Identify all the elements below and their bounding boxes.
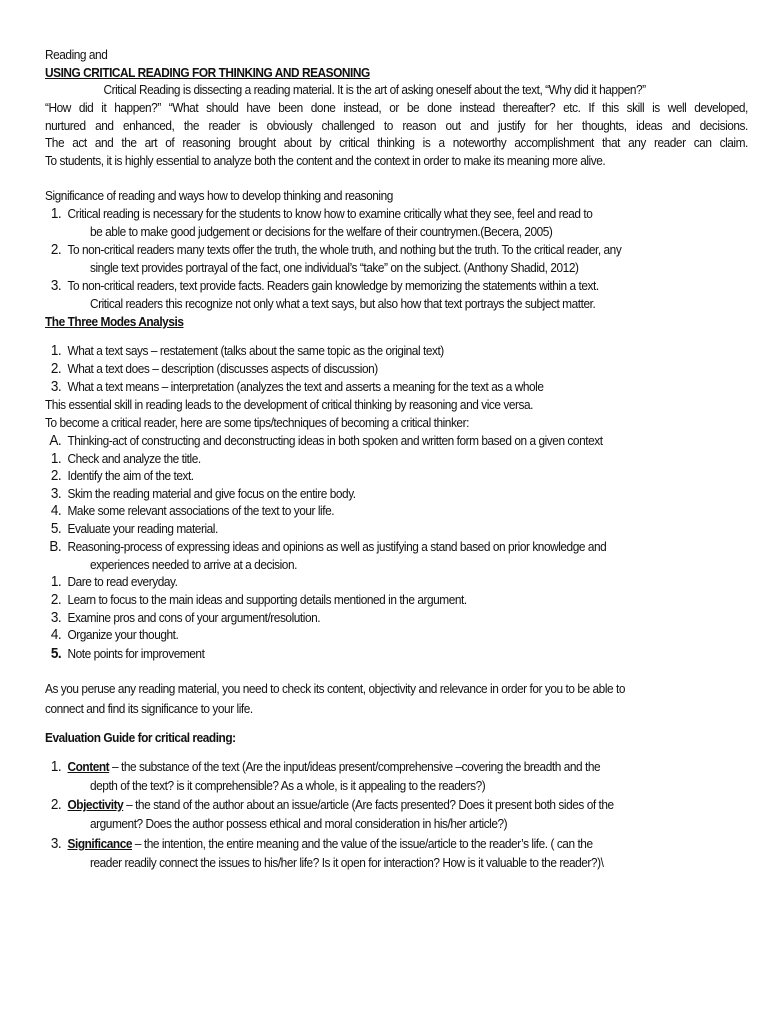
list-text: What a text says – restatement (talks about the same topic as the original text) [67, 343, 444, 358]
list-number: 2. [50, 796, 62, 813]
list-item [45, 342, 444, 360]
term-significance: Significance [67, 836, 133, 851]
list-number: 4. [50, 626, 62, 643]
evaluation-heading: Evaluation Guide for critical reading: [45, 730, 236, 745]
list-number: 5. [50, 645, 62, 662]
list-number: 3. [50, 609, 62, 626]
list-number: 2. [50, 241, 62, 258]
list-item [45, 609, 320, 627]
list-item [45, 645, 204, 663]
list-item [45, 591, 467, 609]
intro-line: The act and the art of reasoning brought about by critical thinking is a noteworthy accomplishment that any reader can claim. [45, 135, 748, 150]
list-item [45, 467, 194, 485]
document-title: USING CRITICAL READING FOR THINKING AND REASONING [45, 65, 370, 80]
list-number: 1. [50, 450, 62, 467]
significance-heading: Significance of reading and ways how to develop thinking and reasoning [45, 188, 393, 203]
list-text: – the stand of the author about an issue/article (Are facts presented? Does it present both sides of the [123, 797, 614, 812]
term-content: Content [67, 759, 110, 774]
list-text: – the intention, the entire meaning and the value of the issue/article to the reader’s life. ( can the [132, 836, 593, 851]
peruse-line: As you peruse any reading material, you need to check its content, objectivity and relevance in order for you to be able to [45, 681, 626, 696]
list-item [45, 573, 177, 591]
list-number: 4. [50, 502, 62, 519]
tips-intro: To become a critical reader, here are some tips/techniques of becoming a critical thinker: [45, 415, 469, 430]
list-letter: B. [49, 538, 62, 555]
list-text: Learn to focus to the main ideas and supporting details mentioned in the argument. [67, 592, 467, 607]
list-item-continuation: experiences needed to arrive at a decision. [90, 557, 297, 572]
term-objectivity: Objectivity [67, 797, 124, 812]
intro-line: Critical Reading is dissecting a reading material. It is the art of asking oneself about the text, “Why did it happen?” [103, 82, 646, 97]
list-number: 1. [50, 573, 62, 590]
list-item-continuation: single text provides portrayal of the fact, one individual’s “take” on the subject. (Anthony Shadid, 2012) [90, 260, 579, 275]
list-text: To non-critical readers, text provide facts. Readers gain knowledge by memorizing the statements within a text. [67, 278, 599, 293]
peruse-line: connect and find its significance to your life. [45, 701, 253, 716]
list-item-continuation: reader readily connect the issues to his/her life? Is it open for interaction? How is it valuable to the reader?)\ [90, 855, 604, 870]
list-number: 3. [50, 835, 62, 852]
list-text: Reasoning-process of expressing ideas and opinions as well as justifying a stand based on prior knowledge and [67, 539, 607, 554]
list-number: 3. [50, 485, 62, 502]
list-item [45, 502, 334, 520]
list-number: 2. [50, 467, 62, 484]
list-text: Make some relevant associations of the text to your life. [67, 503, 335, 518]
list-number: 1. [50, 205, 62, 222]
list-text: Thinking-act of constructing and deconstructing ideas in both spoken and written form based on a given context [67, 433, 603, 448]
top-label: Reading and [45, 47, 108, 62]
list-text: Identify the aim of the text. [67, 468, 194, 483]
list-number: 5. [50, 520, 62, 537]
list-text: Skim the reading material and give focus on the entire body. [67, 486, 356, 501]
list-text: Note points for improvement [67, 646, 205, 661]
list-number: 2. [50, 360, 62, 377]
list-item-continuation: Critical readers this recognize not only what a text says, but also how that text portrays the subject matter. [90, 296, 596, 311]
list-item [45, 520, 218, 538]
list-item [45, 277, 599, 295]
list-item [45, 360, 378, 378]
list-number: 1. [50, 342, 62, 359]
list-text: Dare to read everyday. [67, 574, 178, 589]
list-item [45, 432, 603, 450]
list-text: To non-critical readers many texts offer the truth, the whole truth, and nothing but the truth. To the critical reader, any [67, 242, 622, 257]
modes-heading: The Three Modes Analysis [45, 314, 184, 329]
list-text: – the substance of the text (Are the input/ideas present/comprehensive –covering the breadth and the [109, 759, 601, 774]
list-text: What a text means – interpretation (analyzes the text and asserts a meaning for the text as a whole [67, 379, 544, 394]
list-number: 2. [50, 591, 62, 608]
list-item-continuation: argument? Does the author possess ethical and moral consideration in his/her article?) [90, 816, 508, 831]
list-item [45, 378, 543, 396]
list-item-continuation: be able to make good judgement or decisions for the welfare of their countrymen.(Becera, 2005) [90, 224, 553, 239]
list-letter: A. [49, 432, 62, 449]
intro-line: To students, it is highly essential to analyze both the content and the context in order to make its meaning more alive. [45, 153, 606, 168]
list-text: Critical reading is necessary for the students to know how to examine critically what they see, feel and read to [67, 206, 593, 221]
list-item [45, 835, 593, 853]
list-item [45, 205, 592, 223]
list-text: Organize your thought. [67, 627, 179, 642]
list-text: Evaluate your reading material. [67, 521, 218, 536]
list-text: Examine pros and cons of your argument/resolution. [67, 610, 321, 625]
list-number: 3. [50, 378, 62, 395]
list-number: 1. [50, 758, 62, 775]
list-item [45, 241, 621, 259]
list-text: Check and analyze the title. [67, 451, 201, 466]
list-item [45, 485, 356, 503]
modes-followup: This essential skill in reading leads to the development of critical thinking by reasoning and vice versa. [45, 397, 534, 412]
intro-line: “How did it happen?” “What should have been done instead, or be done instead thereafter? etc. If this skill is well developed, [45, 100, 748, 115]
list-item [45, 450, 201, 468]
list-item [45, 796, 614, 814]
list-item [45, 626, 178, 644]
list-number: 3. [50, 277, 62, 294]
list-item [45, 538, 606, 556]
list-item [45, 758, 600, 776]
list-text: What a text does – description (discusses aspects of discussion) [67, 361, 378, 376]
list-item-continuation: depth of the text? is it comprehensible? As a whole, is it appealing to the readers?) [90, 778, 486, 793]
intro-line: nurtured and enhanced, the reader is obviously challenged to reason out and justify for her thoughts, ideas and decisions. [45, 118, 748, 133]
